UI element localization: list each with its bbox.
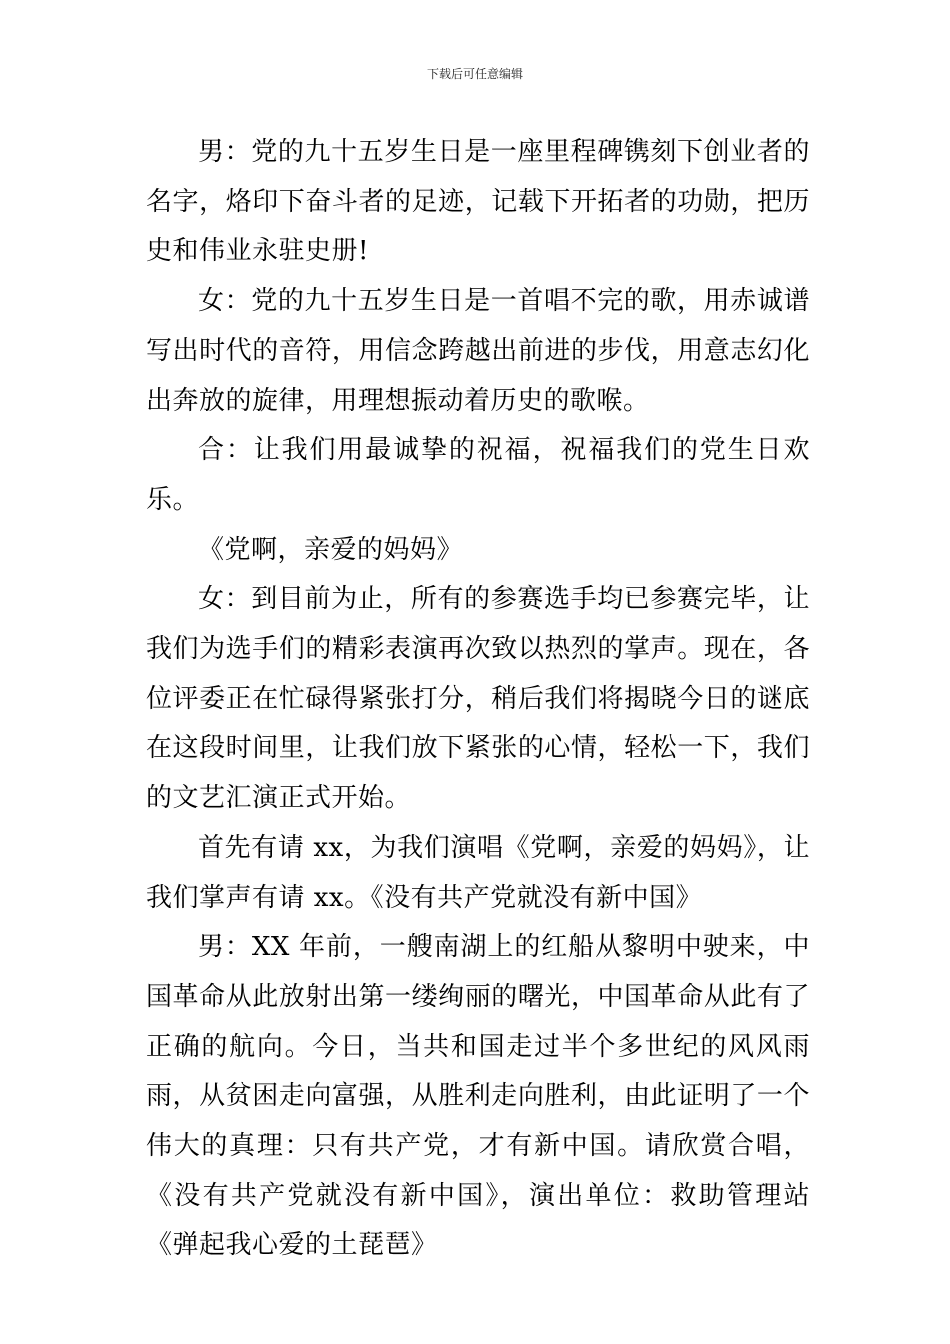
document-body <box>146 128 810 1271</box>
header-note: 下载后可任意编辑 <box>426 67 523 81</box>
paragraph-invitation: 首先有请 xx，为我们演唱《党啊，亲爱的妈妈》，让我们掌声有请 xx。《没有共产党就没有新中国》 <box>146 832 810 913</box>
paragraph-female-1: 女：党的九十五岁生日是一首唱不完的歌，用赤诚谱写出时代的音符，用信念跨越出前进的步伐，用意志幻化出奔放的旋律，用理想振动着历史的歌喉。 <box>146 286 810 416</box>
paragraph-female-2: 女：到目前为止，所有的参赛选手均已参赛完毕，让我们为选手们的精彩表演再次致以热烈的掌声。现在，各位评委正在忙碌得紧张打分，稍后我们将揭晓今日的谜底在这段时间里，让我们放下紧张的心情，轻松一下，我们的文艺汇演正式开始。 <box>146 584 810 814</box>
paragraph-together: 合：让我们用最诚挚的祝福，祝福我们的党生日欢乐。 <box>146 435 810 515</box>
program-title: 《党啊，亲爱的妈妈》 <box>198 534 464 565</box>
paragraph-male-1: 男：党的九十五岁生日是一座里程碑镌刻下创业者的名字，烙印下奋斗者的足迹，记载下开拓者的功勋，把历史和伟业永驻史册! <box>146 137 810 267</box>
paragraph-male-2: 男：XX 年前，一艘南湖上的红船从黎明中驶来，中国革命从此放射出第一缕绚丽的曙光，中国革命从此有了正确的航向。今日，当共和国走过半个多世纪的风风雨雨，从贫困走向富强，从胜利走向胜利，由此证明了一个伟大的真理：只有共产党，才有新中国。请欣赏合唱，《没有共产党就没有新中国》，演出单位：救助管理站《弹起我心爱的土琵琶》 <box>146 932 810 1261</box>
